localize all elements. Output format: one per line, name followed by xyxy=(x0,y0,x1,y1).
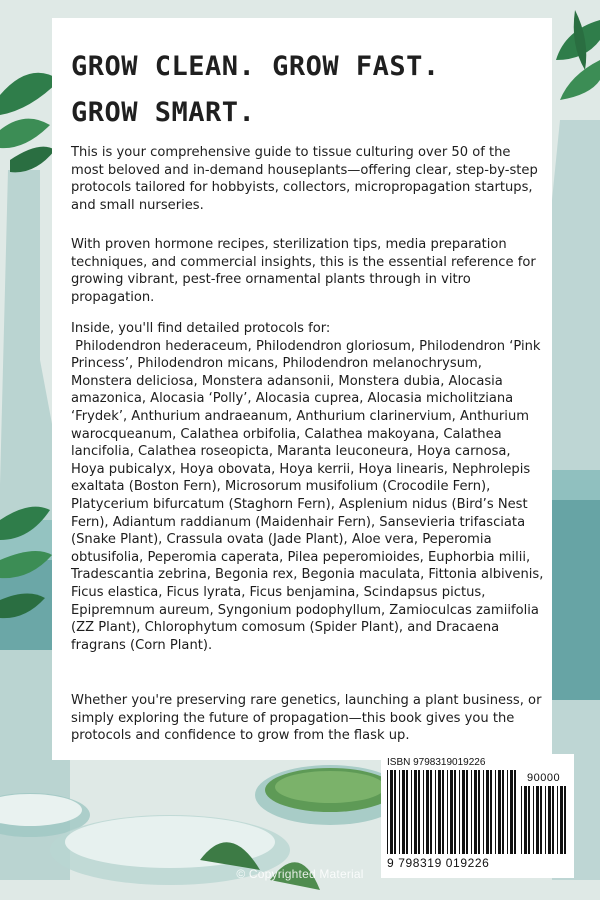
headline-line-1: GROW CLEAN. GROW FAST. xyxy=(71,51,440,82)
price-code: 90000 xyxy=(527,772,561,784)
ean-barcode xyxy=(387,770,517,854)
protocols-paragraph xyxy=(71,320,545,654)
intro-paragraph: This is your comprehensive guide to tissue culturing over 50 of the most beloved and in-demand houseplants—offering clear, step-by-step protocols tailored for hobbyists, collectors, micropropagation startups, and small nurseries. xyxy=(71,145,538,213)
addon-barcode xyxy=(521,786,569,854)
headline-line-2: GROW SMART. xyxy=(71,97,256,128)
isbn-barcode-box xyxy=(381,754,574,878)
isbn-label: ISBN 9798319019226 xyxy=(387,757,486,768)
reference-paragraph: With proven hormone recipes, sterilization tips, media preparation techniques, and commercial insights, this is the essential reference for growing vibrant, pest-free ornamental plants through in vitro propagation. xyxy=(71,237,536,305)
barcode-digits: 9 798319 019226 xyxy=(387,856,490,870)
headline xyxy=(71,44,531,136)
protocols-intro: Inside, you'll find detailed protocols for: xyxy=(71,321,331,336)
closing-paragraph: Whether you're preserving rare genetics, launching a plant business, or simply exploring the future of propagation—this book gives you the protocols and confidence to grow from the flask up. xyxy=(71,693,542,744)
protocols-list: Philodendron hederaceum, Philodendron gloriosum, Philodendron ‘Pink Princess’, Philodendron micans, Philodendron melanochrysum, Monstera deliciosa, Monstera adansonii, Monstera dubia, Alocasia amazonica, Alocasia ‘Polly’, Alocasia cuprea, Alocasia micholitziana ‘Frydek’, Anthurium andraeanum, Anthurium clarinervium, Anthurium warocqueanum, Calathea orbifolia, Calathea makoyana, Calathea lancifolia, Calathea roseopicta, Maranta leuconeura, Hoya carnosa, Hoya pubicalyx, Hoya obovata, Hoya kerrii, Hoya linearis, Nephrolepis exaltata (Boston Fern), Microsorum musifolium (Crocodile Fern), Platycerium bifurcatum (Staghorn Fern), Asplenium nidus (Bird’s Nest Fern), Adiantum raddianum (Maidenhair Fern), Sansevieria trifasciata (Snake Plant), Crassula ovata (Jade Plant), Aloe vera, Peperomia obtusifolia, Peperomia caperata, Pilea peperomioides, Euphorbia milii, Tradescantia zebrina, Begonia rex, Begonia maculata, Fittonia albivenis, Ficus elastica, Ficus lyrata, Ficus benjamina, Scindapsus pictus, Epipremnum aureum, Syngonium podophyllum, Zamioculcas zamiifolia (ZZ Plant), Chlorophytum comosum (Spider Plant), and Dracaena fragrans (Corn Plant). xyxy=(71,338,544,653)
copyright-watermark-bottom: © Copyrighted Material xyxy=(236,867,364,881)
